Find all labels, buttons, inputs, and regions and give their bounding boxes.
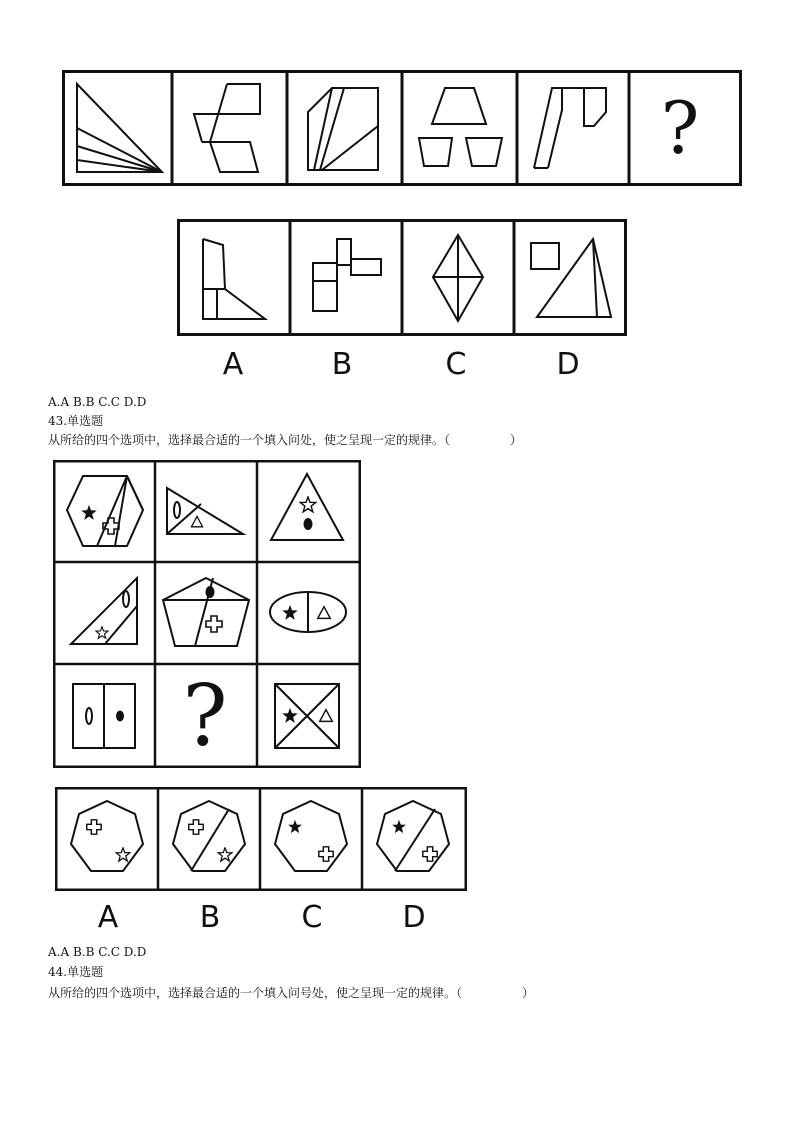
dot-icon — [304, 518, 313, 530]
q42-option-figures — [177, 219, 627, 336]
star-icon — [288, 820, 302, 833]
q43-option-a-label[interactable]: A — [97, 900, 119, 935]
q43-cell-3-1 — [73, 684, 135, 748]
q42-option-c-label[interactable]: C — [445, 347, 467, 382]
q43-option-d-label[interactable]: D — [402, 900, 426, 935]
cross-icon — [319, 847, 333, 861]
q43-options-strip — [55, 787, 467, 891]
q42-option-d-figure — [531, 239, 611, 317]
dot-icon — [116, 711, 124, 722]
q42-panel-4 — [419, 88, 502, 166]
star-icon — [392, 820, 406, 833]
q43-cell-2-2 — [163, 578, 249, 646]
q42-panel-5 — [534, 88, 606, 168]
triangle-icon — [318, 607, 331, 619]
q43-header: 43.单选题 — [48, 414, 104, 428]
q43-option-b-label[interactable]: B — [199, 900, 221, 935]
q43-option-figures — [55, 787, 467, 891]
q42-option-b-figure — [313, 239, 381, 311]
q43-option-c-figure — [275, 801, 347, 871]
q42-sequence-strip — [62, 70, 742, 186]
q43-option-b-figure — [173, 801, 245, 871]
star-icon — [81, 505, 96, 520]
star-icon — [282, 708, 297, 723]
q43-cell-1-1 — [67, 476, 143, 546]
star-icon — [218, 848, 232, 861]
star-icon — [96, 627, 108, 639]
cross-icon — [189, 820, 203, 834]
q43-cell-1-3 — [271, 474, 343, 540]
q42-answer-options: A.A B.B C.C D.D — [48, 395, 147, 409]
q43-question-mark: ? — [182, 667, 228, 765]
q43-option-c-label[interactable]: C — [301, 900, 323, 935]
q42-option-b-label[interactable]: B — [331, 347, 353, 382]
q42-option-d-label[interactable]: D — [556, 347, 580, 382]
cross-icon — [423, 847, 437, 861]
q43-cell-2-3 — [270, 592, 346, 632]
q43-option-a-figure — [71, 801, 143, 871]
q42-option-a-figure — [203, 239, 265, 319]
q43-answer-options: A.A B.B C.C D.D — [48, 945, 147, 959]
q42-panel-3 — [308, 88, 378, 170]
q42-question-mark: ? — [660, 86, 700, 170]
q42-sequence-figures — [62, 70, 742, 186]
q42-panel-1 — [77, 84, 162, 172]
q44-header: 44.单选题 — [48, 965, 104, 979]
q42-option-a-label[interactable]: A — [222, 347, 244, 382]
q43-prompt: 从所给的四个选项中，选择最合适的一个填入问处，使之呈现一定的规律。（ ） — [48, 433, 523, 447]
triangle-icon — [320, 710, 333, 722]
q43-cell-1-2 — [167, 488, 243, 534]
q42-panel-2 — [194, 84, 260, 172]
star-icon — [282, 605, 297, 620]
star-icon — [116, 848, 130, 861]
q42-options-strip — [177, 219, 627, 336]
cross-icon — [206, 616, 222, 632]
star-icon — [300, 497, 315, 512]
q42-option-c-figure — [433, 235, 483, 321]
cross-icon — [87, 820, 101, 834]
dot-icon — [206, 586, 215, 598]
q43-option-d-figure — [377, 801, 449, 871]
triangle-icon — [191, 516, 202, 526]
q44-prompt: 从所给的四个选项中，选择最合适的一个填入问号处，使之呈现一定的规律。（ ） — [48, 986, 535, 1000]
